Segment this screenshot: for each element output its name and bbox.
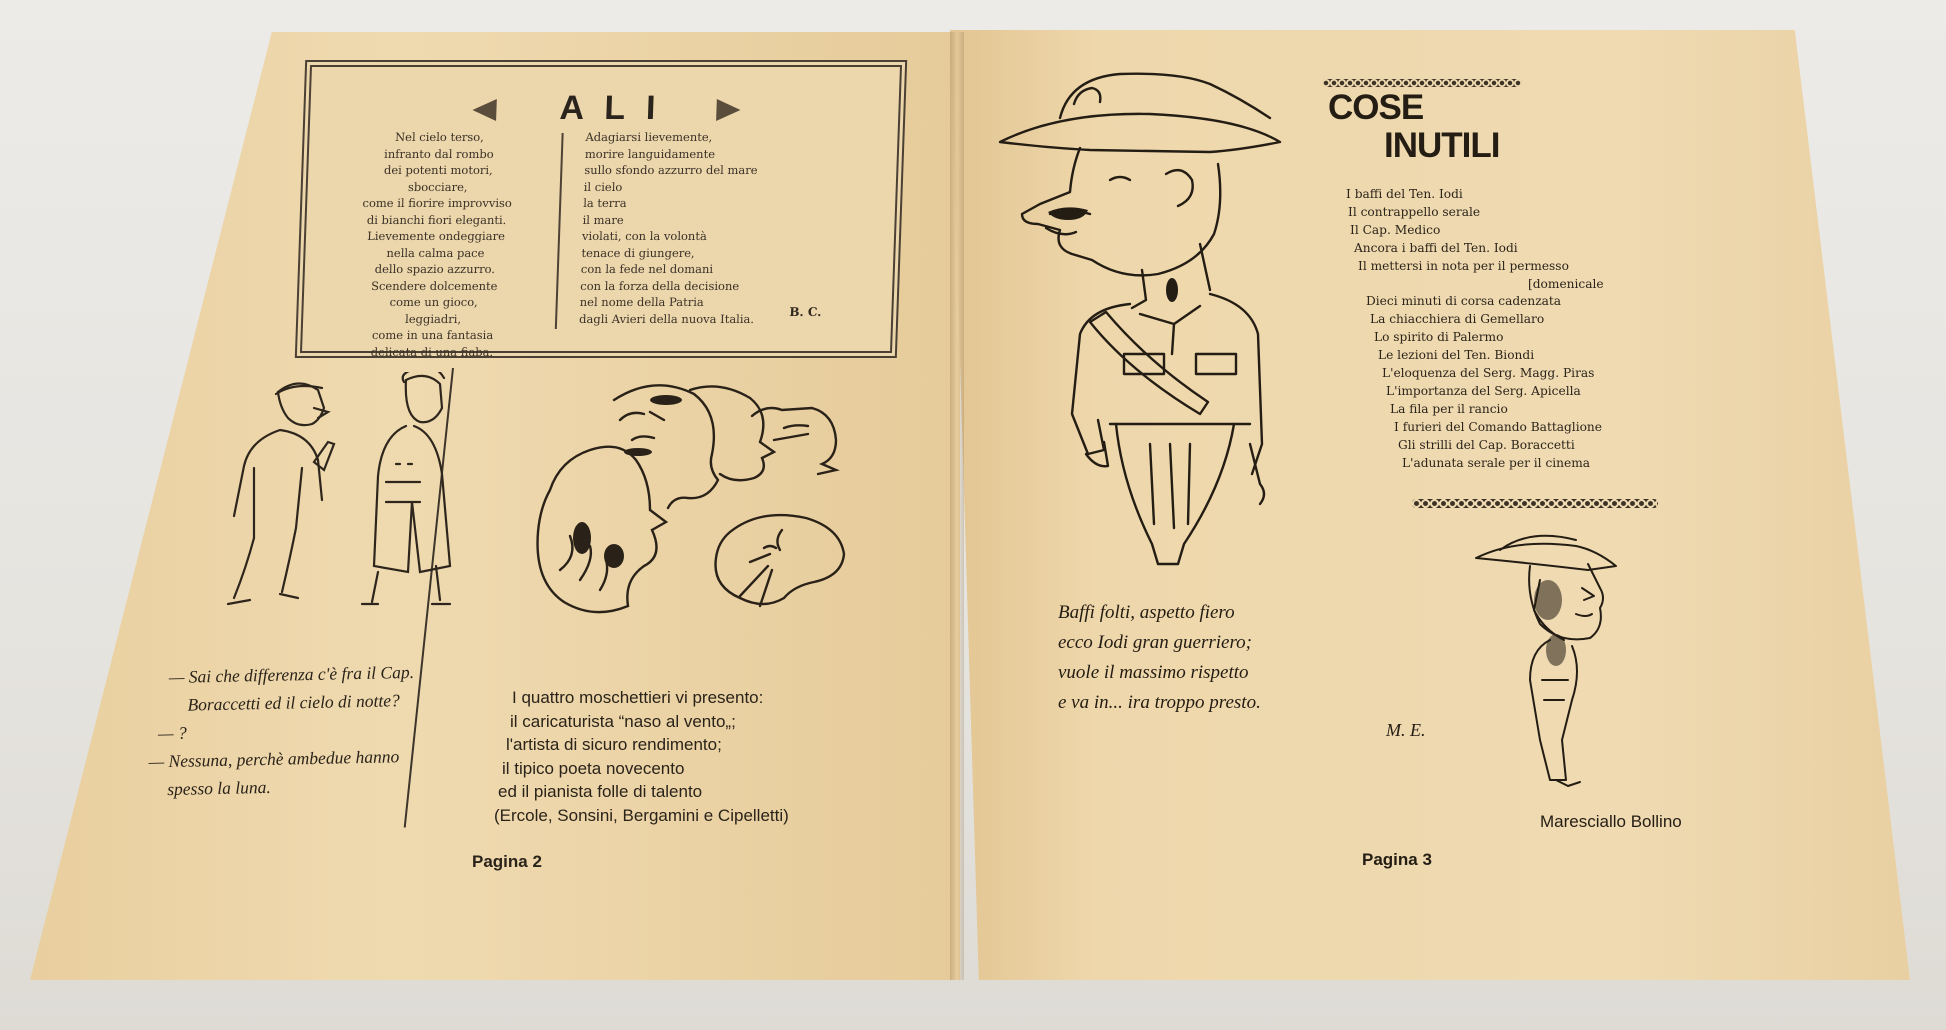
musketeers-caption: I quattro moschettieri vi presento: il caricaturista “naso al vento„; l'artista di sicuro rendimento; il tipico poeta novecento ed il pianista folle di talento (Ercole, Sonsini, Bergamini e Cipelletti) — [494, 688, 789, 825]
illustration-two-officers — [210, 372, 510, 642]
poem-title: A L I — [558, 89, 663, 127]
poem-box — [295, 60, 907, 358]
verse-signature: M. E. — [1386, 720, 1426, 740]
poem-column-2: Adagiarsi lievemente, morire languidamente sullo sfondo azzurro del mare il cielo la terra il mare violati, con la volontà tenace di giungere, con la fede nel domani con la forza della decisione nel nome della Patria dagli Avieri della nuova Italia. — [578, 130, 758, 326]
illustration-maresciallo-bollino — [1470, 530, 1650, 800]
page-number-left: Pagina 2 — [472, 852, 542, 871]
iodi-verse: Baffi folti, aspetto fiero ecco Iodi gran guerriero; vuole il massimo rispetto e va in... ira troppo presto. — [1058, 602, 1261, 713]
cose-inutili-title-line1: COSE — [1328, 88, 1424, 127]
arrow-right-icon — [716, 99, 741, 121]
decorative-rule-top — [1322, 79, 1522, 87]
joke-text: — Sai che differenza c'è fra il Cap. Boraccetti ed il cielo di notte? — ? — Nessuna, perchè ambedue hanno spesso la luna. — [148, 661, 415, 800]
poem-divider — [555, 133, 564, 329]
poem-column-1: Nel cielo terso, infranto dal rombo dei potenti motori, sbocciare, come il fiorire improvviso di bianchi fiori eleganti. Lievemente ondeggiare nella calma pace dello spazio azzurro. Scendere dolcemente come un gioco, leggiadri, come in una fantasia delicata di una fiaba. — [362, 130, 513, 359]
page-number-right: Pagina 3 — [1362, 850, 1432, 869]
bollino-caption: Maresciallo Bollino — [1540, 812, 1682, 831]
cose-inutili-list: I baffi del Ten. Iodi Il contrappello serale Il Cap. Medico Ancora i baffi del Ten. Iodi Il mettersi in nota per il permesso [domenicale Dieci minuti di corsa cadenzata La chiacchiera di Gemellaro Lo spirito di Palermo Le lezioni del Ten. Biondi L'eloquenza del Serg. Magg. Piras L'importanza del Serg. Apicella La fila per il rancio I furieri del Comando Battaglione Gli strilli del Cap. Boraccetti L'adunata serale per il cinema — [1346, 187, 1604, 470]
poem-signature: B. C. — [789, 305, 822, 319]
illustration-four-musketeers — [520, 370, 910, 670]
illustration-tenente-iodi — [990, 64, 1330, 584]
cose-inutili-title-line2: INUTILI — [1384, 126, 1500, 165]
arrow-left-icon — [472, 99, 497, 121]
page-gutter — [950, 32, 964, 980]
decorative-rule-bottom — [1412, 499, 1658, 508]
